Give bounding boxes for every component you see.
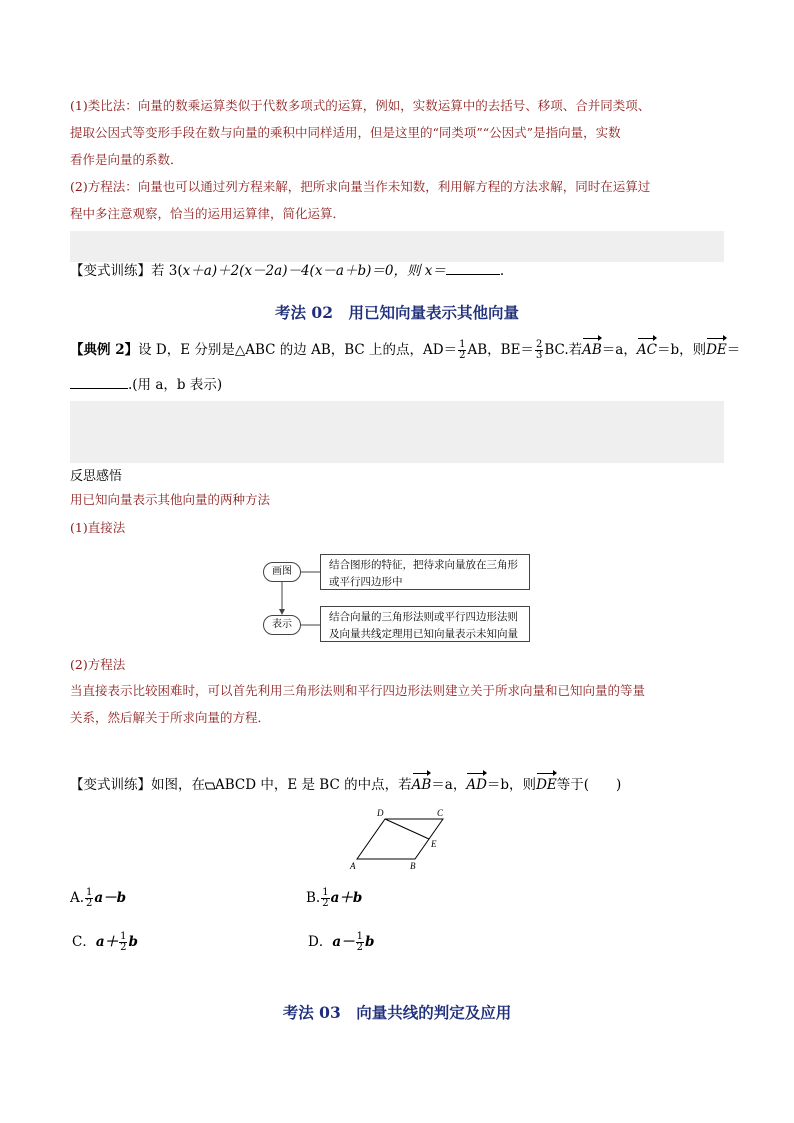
flow-box-express: 结合向量的三角形法则或平行四边形法则及向量共线定理用已知向量表示未知向量 [320, 606, 530, 642]
flow-box-draw: 结合图形的特征，把待求向量放在三角形或平行四边形中 [320, 554, 530, 590]
option-expression: a＋ [95, 934, 119, 950]
fraction-half: $\frac{1}{2}$ [120, 931, 127, 953]
option-label: A. [70, 890, 85, 906]
example-text: BC.若 [544, 342, 583, 358]
variant-suffix: . [499, 263, 505, 279]
parallelogram-icon [205, 782, 215, 790]
method-line: 当直接表示比较困难时，可以首先利用三角形法则和平行四边形法则建立关于所求向量和已知向量的等量 [70, 683, 646, 698]
reflection-title: 反思感悟 [70, 468, 123, 483]
method-equation-text [70, 677, 730, 731]
example-text: .(用 a，b 表示) [128, 377, 223, 393]
example-text: AB，BE＝ [467, 342, 534, 358]
point-label-d: D [377, 808, 384, 818]
flow-step-express: 表示 [263, 615, 301, 635]
reflection-line: (1)类比法：向量的数乘运算类似于代数多项式的运算，例如，实数运算中的去括号、移项、合并同类项、 [70, 98, 651, 113]
reflection-line: 程中多注意观察，恰当的运用运算律，简化运算． [70, 206, 346, 221]
method-direct: (1)直接法 [70, 520, 126, 535]
variant-text: ＝b，则 [486, 777, 537, 793]
point-label-b: B [410, 861, 416, 871]
example-text: ＝b，则 [656, 342, 707, 358]
option-expression: b [364, 934, 375, 950]
fraction-two-thirds: $\frac{2}{3}$ [535, 339, 543, 361]
variant-text: ABCD 中，E 是 BC 的中点，若 [215, 777, 412, 793]
option-label: D． [308, 934, 333, 950]
vector-de: DE [536, 777, 557, 793]
option-expression: b [128, 934, 138, 950]
point-label-c: C [437, 808, 444, 818]
variant-exercise-2 [70, 775, 621, 795]
fraction-half: $\frac{1}{2}$ [322, 887, 329, 909]
method-equation: (2)方程法 [70, 657, 126, 672]
fraction-half: $\frac{1}{2}$ [86, 887, 93, 909]
option-b[interactable] [306, 888, 362, 909]
reflection-subtitle: 用已知向量表示其他向量的两种方法 [70, 492, 271, 507]
reflection-line: 看作是向量的系数． [70, 152, 183, 167]
option-expression: a－b [94, 890, 127, 906]
reflection-line: (2)方程法：向量也可以通过列方程来解，把所求向量当作未知数，利用解方程的方法求解，同时在运算过 [70, 179, 651, 194]
option-expression: a＋b [330, 890, 363, 906]
vector-ac: AC [636, 342, 657, 358]
example-tag: 【典例 2】 [70, 342, 139, 358]
section-heading-03: 考法 03 向量共线的判定及应用 [282, 1003, 512, 1022]
option-label: C． [72, 934, 96, 950]
point-label-e: E [431, 839, 437, 849]
example-text: ＝ [726, 342, 741, 358]
fraction-half: $\frac{1}{2}$ [356, 931, 363, 953]
vector-ab: AB [582, 342, 602, 358]
method-line: 关系，然后解关于所求向量的方程． [70, 710, 271, 725]
option-a[interactable] [70, 888, 126, 909]
vector-ab: AB [411, 777, 432, 793]
example-text: ＝a， [601, 342, 637, 358]
variant-text: 等于( ) [556, 777, 622, 793]
option-c[interactable] [72, 932, 138, 953]
fraction-half: $\frac{1}{2}$ [459, 339, 466, 361]
vector-de: DE [706, 342, 727, 358]
variant-text: ＝a， [431, 777, 467, 793]
parallelogram-figure [345, 806, 460, 876]
option-d[interactable] [308, 932, 374, 953]
reflection-line: 提取公因式等变形手段在数与向量的乘积中同样适用，但是这里的“同类项”“公因式”是指向量，实数 [70, 125, 621, 140]
point-label-a: A [350, 861, 356, 871]
variant-text: 【变式训练】如图，在 [70, 777, 205, 793]
option-expression: a－ [332, 934, 355, 950]
flow-step-draw: 画图 [263, 562, 301, 582]
variant-expression: x＋a)＋2(x－2a)－4(x－a＋b)＝0，则 x＝ [182, 263, 446, 279]
example-text: 设 D，E 分别是△ABC 的边 AB，BC 上的点，AD＝ [138, 342, 458, 358]
vector-ad: AD [466, 777, 487, 793]
segment-de [385, 819, 429, 839]
option-label: B. [306, 890, 321, 906]
variant-prefix: 【变式训练】若 3( [70, 263, 183, 279]
section-heading-02: 考法 02 用已知向量表示其他向量 [275, 303, 519, 322]
